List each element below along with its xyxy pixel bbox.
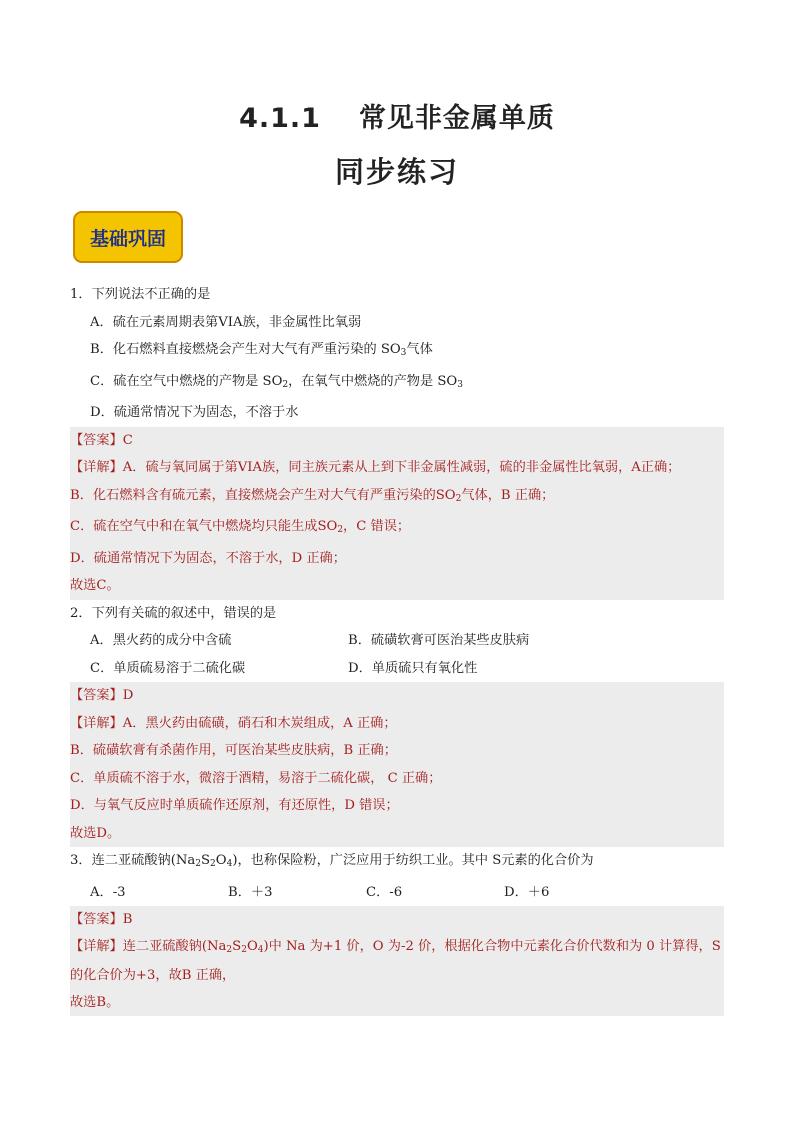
- detail-text: B．化石燃料含有硫元素，直接燃烧会产生对大气有严重污染的SO: [70, 487, 456, 503]
- answer-value: C: [122, 432, 133, 448]
- exercise-list: [70, 281, 724, 1016]
- title-number: 4.1.1: [239, 103, 321, 134]
- option-text: 气体: [406, 342, 433, 357]
- detail-tag: 【详解】: [70, 460, 123, 475]
- answer-value: D: [122, 688, 134, 703]
- detail-text: A．黑火药由硫磺，硝石和木炭组成，A 正确；: [122, 715, 397, 731]
- detail-text: C．硫在空气中和在氧气中燃烧均只能生成SO: [70, 519, 338, 534]
- detail-text: A．硫与氧同属于第VIA族，同主族元素从上到下非金属性减弱，硫的非金属性比氧弱，A正确；: [122, 460, 681, 475]
- stem-text: S: [200, 853, 211, 868]
- detail-text: O: [246, 938, 258, 954]
- subscript: 2: [195, 859, 201, 869]
- stem-text: )，也称保险粉，广泛应用于纺织工业。其中 S元素的化合价为: [232, 853, 594, 868]
- detail-line: [70, 454, 724, 482]
- option-text: C．硫在空气中燃烧的产物是 SO: [90, 373, 283, 389]
- subscript: 4: [226, 859, 233, 869]
- question-2-stem: 2．下列有关硫的叙述中，错误的是: [70, 605, 277, 621]
- detail-line: D．与氧气反应时单质硫作还原剂，有还原性，D 错误；: [70, 798, 399, 813]
- answer-line: [70, 906, 724, 934]
- question-1-stem: 1．下列说法不正确的是: [70, 287, 211, 302]
- question-1-option-d: D．硫通常情况下为固态，不溶于水: [90, 405, 299, 420]
- question-2-option-a: A．黑火药的成分中含硫: [90, 633, 232, 648]
- answer-line: [70, 682, 724, 710]
- stem-text: O: [215, 853, 227, 868]
- question-3-option-d: D．＋6: [504, 884, 550, 900]
- detail-line: [70, 482, 724, 514]
- question-2-answer-block: [70, 682, 724, 847]
- detail-text: S: [232, 938, 242, 954]
- question-3-answer-block: [70, 906, 724, 1016]
- answer-value: B: [122, 912, 133, 927]
- detail-line: B．硫磺软膏有杀菌作用，可医治某些皮肤病，B 正确；: [70, 743, 397, 758]
- subscript: 2: [282, 379, 289, 390]
- question-1-option-a: A．硫在元素周期表第VIA族，非金属性比氧弱: [90, 314, 362, 330]
- question-1-answer-block: [70, 427, 724, 600]
- conclusion-line: 故选C。: [70, 578, 120, 593]
- detail-text: )中 Na 为+1 价，O 为-2 价，根据化合物中元素化合价代数和为 0 计算得，S 的化合价为+3，故B 正确，: [70, 938, 721, 983]
- option-text: B．化石燃料直接燃烧会产生对大气有严重污染的 SO: [90, 342, 401, 357]
- question-3-option-c: C．-6: [366, 884, 403, 900]
- answer-tag: 【答案】: [70, 432, 123, 448]
- detail-line: [70, 710, 724, 738]
- stem-text: 3．连二亚硫酸钠(Na: [70, 853, 196, 868]
- title-text: 常见非金属单质: [358, 103, 555, 134]
- conclusion-line: 故选D。: [70, 825, 121, 841]
- question-3-stem: [70, 847, 724, 879]
- question-3-options-row: [70, 879, 724, 907]
- question-1-option-b: [70, 336, 724, 368]
- detail-line: D．硫通常情况下为固态，不溶于水，D 正确；: [70, 550, 346, 566]
- question-3-option-b: B．＋3: [228, 884, 273, 900]
- question-3-option-a: A．-3: [90, 884, 126, 900]
- section-badge: 基础巩固: [73, 211, 183, 263]
- detail-tag: 【详解】: [70, 715, 123, 731]
- question-2-option-d: D．单质硫只有氧化性: [348, 660, 478, 676]
- question-2-option-b: B．硫磺软膏可医治某些皮肤病: [348, 633, 530, 648]
- detail-line: C．单质硫不溶于水，微溶于酒精，易溶于二硫化碳， C 正确；: [70, 770, 442, 786]
- question-2-option-c: C．单质硫易溶于二硫化碳: [90, 660, 246, 676]
- subscript: 3: [400, 348, 407, 358]
- detail-line: [70, 513, 724, 545]
- page-subtitle: 同步练习: [334, 155, 459, 189]
- question-2-options-row: [70, 627, 724, 655]
- question-2-options-row: [70, 655, 724, 683]
- option-text: ，在氧气中燃烧的产物是 SO: [288, 373, 458, 389]
- subscript: 2: [455, 493, 462, 504]
- subscript: 2: [210, 859, 216, 869]
- detail-text: 连二亚硫酸钠(Na: [122, 938, 227, 954]
- question-1-option-c: [70, 368, 724, 400]
- answer-tag: 【答案】: [70, 688, 123, 703]
- subscript: 2: [241, 944, 247, 955]
- subscript: 2: [337, 525, 344, 535]
- subscript: 4: [257, 944, 264, 955]
- detail-text: ，C 错误；: [343, 519, 411, 534]
- answer-line: [70, 427, 724, 455]
- detail-tag: 【详解】: [70, 938, 123, 954]
- detail-line: [70, 934, 724, 989]
- detail-text: 气体，B 正确；: [461, 487, 555, 503]
- subscript: 3: [457, 379, 463, 390]
- answer-tag: 【答案】: [70, 912, 123, 927]
- subscript: 2: [226, 944, 233, 955]
- page-title: [0, 96, 794, 135]
- conclusion-line: 故选B。: [70, 994, 120, 1010]
